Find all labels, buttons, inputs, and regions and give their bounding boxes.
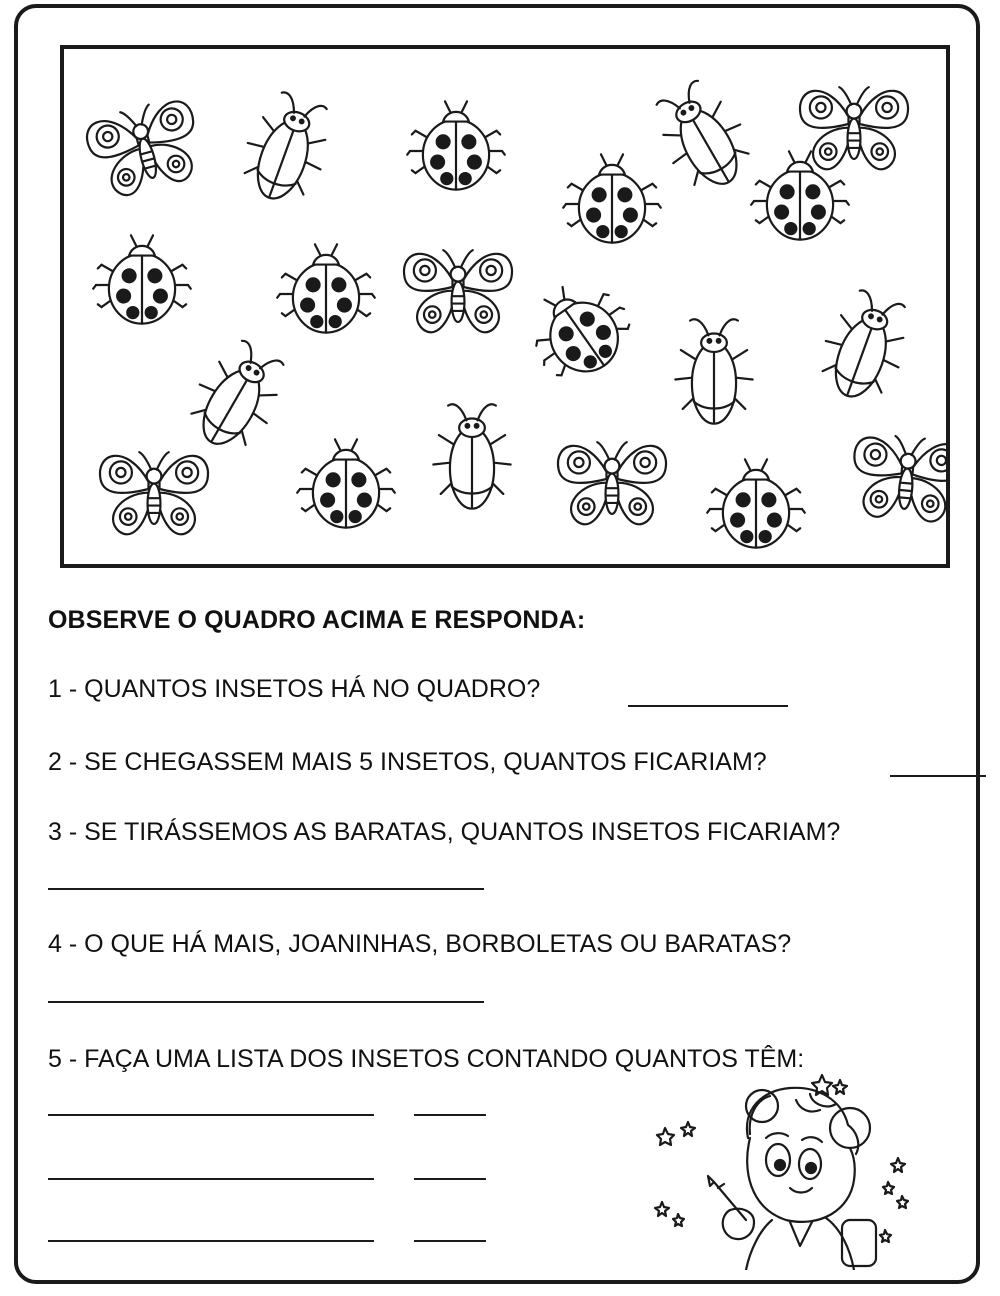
list-name-line-1[interactable] [48,1114,374,1116]
butterfly-icon [849,433,946,524]
ladybug-icon [514,265,645,393]
butterfly-icon [404,250,512,332]
list-name-line-3[interactable] [48,1240,374,1242]
question-3: 3 - SE TIRÁSSEMOS AS BARATAS, QUANTOS INSETOS FICARIAM? [48,818,841,846]
answer-line-2[interactable] [890,775,986,777]
butterfly-icon [800,87,908,169]
answer-line-1[interactable] [628,705,788,707]
answer-line-4[interactable] [48,1001,484,1003]
insect-picture-frame [60,45,950,568]
list-name-line-2[interactable] [48,1178,374,1180]
ladybug-icon [707,459,805,547]
ladybug-icon [407,101,505,189]
cockroach-icon [433,404,510,508]
butterfly-icon [82,94,208,201]
cockroach-icon [675,319,752,423]
cockroach-icon [233,86,341,211]
girl-with-pencil-icon [650,1070,920,1270]
ladybug-icon [563,154,661,242]
butterfly-icon [558,442,666,524]
question-4: 4 - O QUE HÁ MAIS, JOANINHAS, BORBOLETAS OU BARATAS? [48,930,792,958]
question-2: 2 - SE CHEGASSEM MAIS 5 INSETOS, QUANTOS FICARIAM? [48,748,767,776]
insects-drawing [64,49,946,564]
ladybug-icon [277,244,375,332]
cockroach-icon [811,284,919,409]
list-count-line-2[interactable] [414,1178,486,1180]
list-count-line-3[interactable] [414,1240,486,1242]
ladybug-icon [297,439,395,527]
answer-line-3[interactable] [48,888,484,890]
ladybug-icon [93,235,191,323]
butterfly-icon [100,452,208,534]
instructions-heading: OBSERVE O QUADRO ACIMA E RESPONDA: [48,606,586,634]
question-5: 5 - FAÇA UMA LISTA DOS INSETOS CONTANDO QUANTOS TÊM: [48,1045,805,1073]
cockroach-icon [643,72,762,201]
question-1: 1 - QUANTOS INSETOS HÁ NO QUADRO? [48,675,541,703]
cockroach-icon [178,332,297,461]
list-count-line-1[interactable] [414,1114,486,1116]
